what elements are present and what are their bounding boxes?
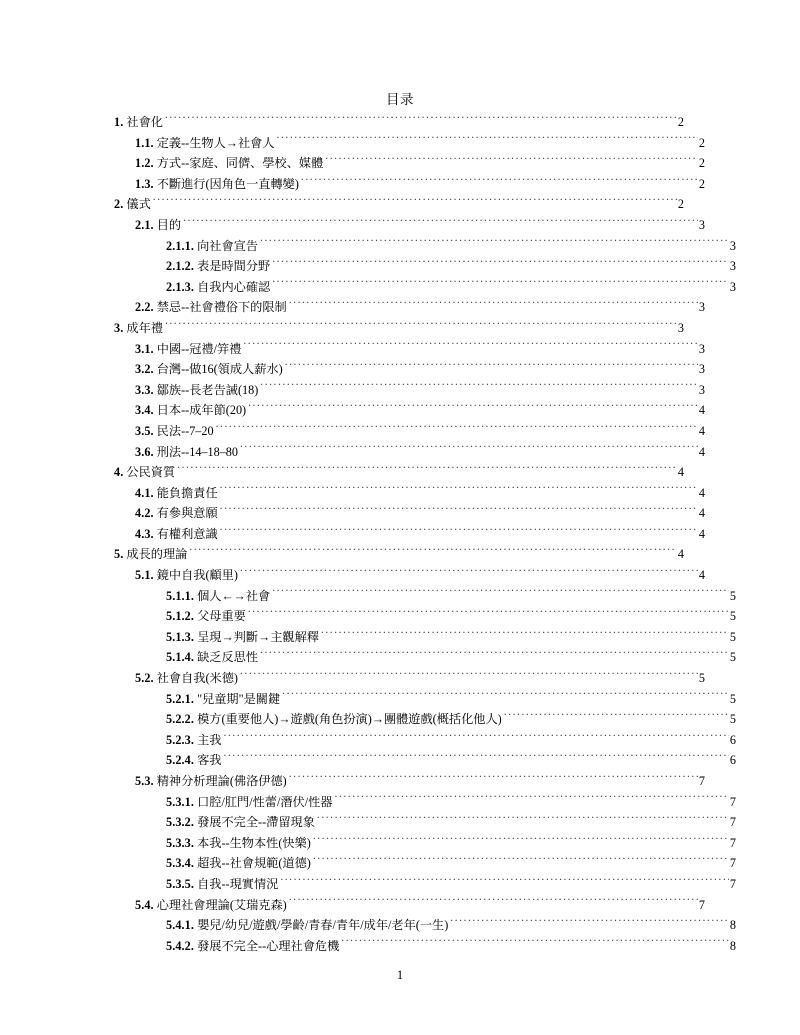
toc-entry-text: 向社會宣告 [197, 238, 259, 253]
table-of-contents [114, 112, 736, 956]
toc-entry-page-number: 5 [729, 588, 736, 603]
toc-entry-label [135, 483, 220, 504]
toc-entry-number: 5. [114, 547, 124, 562]
toc-entry-text: 超我--社會規範(道德) [197, 856, 311, 871]
toc-entry-page-number: 7 [729, 815, 736, 830]
toc-entry[interactable] [135, 668, 705, 689]
toc-entry[interactable] [114, 544, 684, 565]
toc-entry-text: 有參與意願 [156, 506, 218, 521]
toc-entry-text: 發展不完全--滯留現象 [197, 815, 315, 830]
toc-entry-text: 缺乏反思性 [197, 650, 259, 665]
toc-leader-dots [285, 361, 698, 373]
toc-leader-dots [282, 690, 729, 702]
toc-entry-text: 客我 [197, 753, 222, 768]
toc-entry-label [166, 586, 272, 607]
toc-entry-page-number: 4 [698, 423, 705, 438]
toc-leader-dots [280, 876, 729, 888]
toc-entry-page-number: 4 [698, 485, 705, 500]
toc-entry[interactable] [166, 853, 736, 874]
toc-entry-page-number: 3 [698, 300, 705, 315]
toc-leader-dots [165, 114, 677, 126]
toc-leader-dots [321, 629, 729, 641]
toc-entry-number: 2. [114, 197, 124, 212]
toc-entry[interactable] [135, 400, 705, 421]
toc-entry-label [135, 503, 220, 524]
toc-entry-number: 5.3.2. [166, 815, 195, 830]
toc-entry-page-number: 5 [729, 609, 736, 624]
toc-entry-text: 社會自我(米德) [156, 671, 238, 686]
toc-leader-dots [260, 649, 729, 661]
toc-entry-text: 表是時間分野 [197, 259, 271, 274]
toc-entry-number: 2.1.1. [166, 238, 195, 253]
toc-entry-number: 5.3.3. [166, 835, 195, 850]
toc-entry-text: 父母重要 [197, 609, 246, 624]
toc-entry[interactable] [135, 483, 705, 504]
toc-entry-text: 有權利意識 [156, 526, 218, 541]
toc-entry-text: 刑法--14–18–80 [156, 444, 238, 459]
toc-entry-number: 1.1. [135, 135, 154, 150]
toc-entry[interactable] [166, 689, 736, 710]
toc-entry-label [135, 297, 289, 318]
toc-entry-number: 2.1. [135, 217, 154, 232]
toc-entry-page-number: 5 [729, 629, 736, 644]
toc-entry-page-number: 3 [698, 341, 705, 356]
toc-leader-dots [240, 443, 698, 455]
toc-leader-dots [260, 382, 698, 394]
toc-entry-page-number: 3 [729, 238, 736, 253]
toc-entry-page-number: 4 [698, 444, 705, 459]
toc-entry-page-number: 7 [729, 835, 736, 850]
toc-entry-page-number: 5 [729, 691, 736, 706]
toc-entry[interactable] [135, 895, 705, 916]
toc-entry-text: 嬰兒/幼兒/遊戲/學齡/青春/青年/成年/老年(一生) [197, 918, 449, 933]
toc-entry-page-number: 2 [677, 197, 684, 212]
toc-entry-number: 5.3.1. [166, 794, 195, 809]
toc-entry[interactable] [135, 215, 705, 236]
toc-entry-text: "兒童期"是關鍵 [197, 691, 281, 706]
toc-entry[interactable] [166, 586, 736, 607]
toc-entry-number: 3.1. [135, 341, 154, 356]
toc-entry-label [166, 709, 504, 730]
toc-entry-number: 3. [114, 320, 124, 335]
toc-entry-text: 個人←→社會 [197, 588, 271, 603]
toc-entry-label [114, 112, 165, 133]
toc-entry[interactable] [135, 359, 705, 380]
toc-entry[interactable] [135, 442, 705, 463]
toc-entry[interactable] [166, 256, 736, 277]
toc-entry[interactable] [166, 874, 736, 895]
toc-entry-page-number: 3 [729, 279, 736, 294]
toc-entry-page-number: 2 [698, 176, 705, 191]
toc-entry-page-number: 4 [698, 403, 705, 418]
toc-entry-page-number: 3 [698, 362, 705, 377]
toc-leader-dots [165, 320, 677, 332]
toc-leader-dots [313, 855, 729, 867]
toc-entry-label [114, 544, 189, 565]
toc-entry-number: 5.3. [135, 774, 154, 788]
toc-entry[interactable] [166, 936, 736, 957]
toc-leader-dots [289, 299, 698, 311]
toc-entry-label [166, 853, 313, 874]
toc-entry-text: 心理社會理論(艾瑞克森) [156, 897, 287, 912]
toc-entry-text: 口腔/肛門/性蕾/潛伏/性器 [197, 794, 333, 809]
toc-entry-label [135, 339, 243, 360]
toc-entry-page-number: 4 [698, 568, 705, 583]
toc-leader-dots [450, 917, 729, 929]
toc-leader-dots [243, 340, 698, 352]
toc-leader-dots [317, 814, 729, 826]
toc-entry-number: 1.2. [135, 156, 154, 171]
toc-entry-page-number: 2 [698, 135, 705, 150]
toc-entry[interactable] [166, 277, 736, 298]
toc-entry[interactable] [166, 627, 736, 648]
toc-entry[interactable] [166, 236, 736, 257]
toc-entry-text: 精神分析理論(佛洛伊德) [156, 774, 287, 788]
toc-leader-dots [183, 217, 698, 229]
toc-entry-number: 3.5. [135, 423, 154, 438]
toc-entry[interactable] [135, 297, 705, 318]
toc-entry-text: 不斷進行(因角色一直轉變) [156, 176, 299, 191]
toc-entry-label [135, 400, 248, 421]
toc-entry-label [166, 236, 260, 257]
toc-leader-dots [504, 711, 729, 723]
toc-entry-number: 2.2. [135, 300, 154, 315]
toc-entry-text: 儀式 [126, 197, 151, 212]
toc-entry[interactable] [166, 792, 736, 813]
toc-entry-label [135, 133, 277, 154]
toc-entry-text: 發展不完全--心理社會危機 [197, 938, 340, 953]
toc-entry-label [135, 359, 285, 380]
toc-leader-dots [335, 793, 729, 805]
toc-entry-number: 3.4. [135, 403, 154, 418]
toc-entry-label [135, 153, 325, 174]
toc-entry-label [135, 442, 240, 463]
toc-entry[interactable] [135, 380, 705, 401]
toc-entry-page-number: 5 [698, 671, 705, 686]
toc-entry-number: 5.2.2. [166, 712, 195, 727]
toc-entry-label [135, 380, 260, 401]
toc-entry[interactable] [166, 812, 736, 833]
toc-leader-dots [301, 176, 698, 188]
toc-entry-number: 4.3. [135, 526, 154, 541]
toc-entry[interactable] [135, 524, 705, 545]
toc-leader-dots [341, 938, 729, 950]
toc-entry-page-number: 3 [729, 259, 736, 274]
toc-entry-page-number: 5 [729, 650, 736, 665]
toc-leader-dots [248, 608, 729, 620]
toc-entry-number: 5.2. [135, 671, 154, 686]
toc-entry-label [135, 421, 216, 442]
toc-leader-dots [220, 526, 698, 538]
toc-entry[interactable] [114, 112, 684, 133]
toc-entry[interactable] [166, 709, 736, 730]
toc-entry[interactable] [166, 606, 736, 627]
toc-entry-text: 成年禮 [126, 320, 163, 335]
toc-entry-label [135, 895, 289, 916]
toc-entry[interactable] [114, 462, 684, 483]
toc-leader-dots [153, 196, 677, 208]
toc-entry-number: 5.2.3. [166, 732, 195, 747]
toc-entry[interactable] [166, 647, 736, 668]
toc-entry-page-number: 2 [677, 115, 684, 129]
toc-entry-page-number: 4 [698, 506, 705, 521]
toc-entry-label [166, 812, 317, 833]
toc-entry-label [166, 689, 282, 710]
toc-entry-text: 自我内心確認 [197, 279, 271, 294]
toc-entry-number: 5.1.3. [166, 629, 195, 644]
toc-entry-label [166, 627, 321, 648]
toc-entry-number: 3.2. [135, 362, 154, 377]
toc-entry-text: 成長的理論 [126, 547, 188, 562]
toc-entry-number: 5.1.4. [166, 650, 195, 665]
toc-entry-label [166, 606, 248, 627]
toc-entry-number: 5.2.4. [166, 753, 195, 768]
toc-entry-label [135, 668, 240, 689]
toc-entry-text: 呈現→判斷→主觀解釋 [197, 629, 319, 644]
toc-leader-dots [216, 423, 698, 435]
toc-leader-dots [248, 402, 698, 414]
toc-entry-number: 4.2. [135, 506, 154, 521]
toc-entry-page-number: 3 [698, 382, 705, 397]
toc-entry-text: 自我--現實情況 [197, 876, 279, 891]
toc-entry[interactable] [135, 503, 705, 524]
toc-entry-text: 日本--成年節(20) [156, 403, 247, 418]
toc-entry-page-number: 4 [677, 547, 684, 562]
toc-entry[interactable] [135, 339, 705, 360]
toc-entry-text: 目的 [156, 217, 182, 232]
toc-entry[interactable] [114, 194, 684, 215]
toc-leader-dots [240, 567, 698, 579]
toc-entry-number: 5.1.1. [166, 588, 195, 603]
toc-entry-number: 5.4. [135, 897, 154, 912]
toc-leader-dots [313, 835, 729, 847]
toc-entry-page-number: 6 [729, 753, 736, 768]
toc-entry-label [166, 792, 335, 813]
toc-entry[interactable] [166, 730, 736, 751]
toc-entry-text: 台灣--做16(領成人薪水) [156, 362, 283, 377]
toc-entry-number: 4. [114, 465, 124, 480]
toc-entry-text: 本我--生物本性(快樂) [197, 835, 311, 850]
toc-entry[interactable] [135, 421, 705, 442]
toc-leader-dots [272, 258, 729, 270]
toc-entry-label [166, 730, 223, 751]
toc-entry-label [166, 277, 272, 298]
toc-entry-number: 5.3.5. [166, 876, 195, 891]
toc-entry-page-number: 4 [677, 465, 684, 480]
toc-entry[interactable] [135, 174, 705, 195]
toc-entry-text: 模方(重要他人)→遊戲(角色扮演)→團體遊戲(概括化他人) [197, 712, 502, 727]
toc-entry-text: 鏡中自我(顧里) [156, 568, 238, 583]
toc-entry-label [166, 936, 341, 957]
toc-entry-number: 5.2.1. [166, 691, 195, 706]
toc-leader-dots [289, 773, 698, 785]
toc-entry-number: 2.1.3. [166, 279, 195, 294]
toc-entry-text: 中國--冠禮/笄禮 [156, 341, 242, 356]
toc-entry-text: 鄒族--長老告誡(18) [156, 382, 259, 397]
toc-leader-dots [223, 732, 728, 744]
toc-entry-page-number: 3 [677, 320, 684, 335]
toc-entry-number: 1.3. [135, 176, 154, 191]
toc-entry-text: 方式--家庭、同儕、學校、媒體 [156, 156, 324, 171]
toc-entry-label [135, 565, 240, 586]
toc-entry-text: 主我 [197, 732, 222, 747]
toc-entry[interactable] [135, 565, 705, 586]
toc-entry-label [135, 174, 301, 195]
toc-entry-number: 3.3. [135, 382, 154, 397]
toc-entry-label [135, 215, 183, 236]
toc-entry[interactable] [135, 153, 705, 174]
toc-entry-number: 5.4.1. [166, 918, 195, 933]
toc-entry[interactable] [166, 915, 736, 936]
toc-leader-dots [325, 155, 698, 167]
toc-leader-dots [189, 546, 677, 558]
toc-entry-text: 民法--7–20 [156, 423, 214, 438]
toc-entry-label [166, 647, 260, 668]
toc-entry-label [135, 524, 220, 545]
page-title: 目录 [386, 92, 414, 107]
toc-entry-page-number: 8 [729, 938, 736, 953]
toc-entry-page-number: 7 [729, 794, 736, 809]
toc-entry-page-number: 7 [729, 856, 736, 871]
toc-entry[interactable] [114, 318, 684, 339]
toc-entry-label [114, 462, 177, 483]
toc-entry-text: 公民資質 [126, 465, 176, 480]
toc-leader-dots [260, 237, 729, 249]
toc-entry-text: 能負擔責任 [156, 485, 218, 500]
toc-entry-page-number: 2 [698, 156, 705, 171]
toc-entry-page-number: 7 [698, 897, 705, 912]
toc-entry-label [166, 833, 313, 854]
toc-entry-label [166, 874, 280, 895]
toc-entry-number: 5.1.2. [166, 609, 195, 624]
toc-entry-text: 定義--生物人→社會人 [156, 135, 275, 150]
toc-entry[interactable] [135, 133, 705, 154]
toc-entry[interactable] [166, 750, 736, 771]
toc-leader-dots [277, 134, 698, 146]
toc-entry-label [166, 256, 272, 277]
toc-entry-label [114, 318, 165, 339]
toc-leader-dots [240, 670, 698, 682]
toc-entry-number: 5.4.2. [166, 938, 195, 953]
toc-leader-dots [272, 587, 729, 599]
toc-entry-number: 1. [114, 115, 124, 129]
toc-entry-page-number: 7 [729, 876, 736, 891]
toc-entry-label [114, 194, 153, 215]
toc-leader-dots [223, 752, 728, 764]
toc-entry-page-number: 8 [729, 918, 736, 933]
toc-entry-page-number: 7 [698, 774, 705, 788]
toc-entry-label [166, 750, 223, 771]
toc-entry-label [166, 915, 450, 936]
toc-entry[interactable] [166, 833, 736, 854]
toc-entry-number: 4.1. [135, 485, 154, 500]
toc-entry-page-number: 4 [698, 526, 705, 541]
toc-entry-text: 禁忌--社會禮俗下的限制 [156, 300, 287, 315]
page-number: 1 [396, 968, 404, 982]
toc-entry-page-number: 5 [729, 712, 736, 727]
toc-leader-dots [220, 505, 698, 517]
toc-leader-dots [177, 464, 677, 476]
toc-leader-dots [220, 485, 698, 497]
toc-entry-number: 5.1. [135, 568, 154, 583]
toc-entry-page-number: 3 [698, 217, 705, 232]
toc-entry-page-number: 6 [729, 732, 736, 747]
toc-entry-number: 5.3.4. [166, 856, 195, 871]
toc-leader-dots [272, 279, 729, 291]
toc-leader-dots [289, 896, 698, 908]
toc-entry-number: 2.1.2. [166, 259, 195, 274]
toc-entry-label [135, 771, 289, 792]
toc-entry-text: 社會化 [126, 115, 163, 129]
toc-entry[interactable] [135, 771, 705, 792]
toc-entry-number: 3.6. [135, 444, 154, 459]
